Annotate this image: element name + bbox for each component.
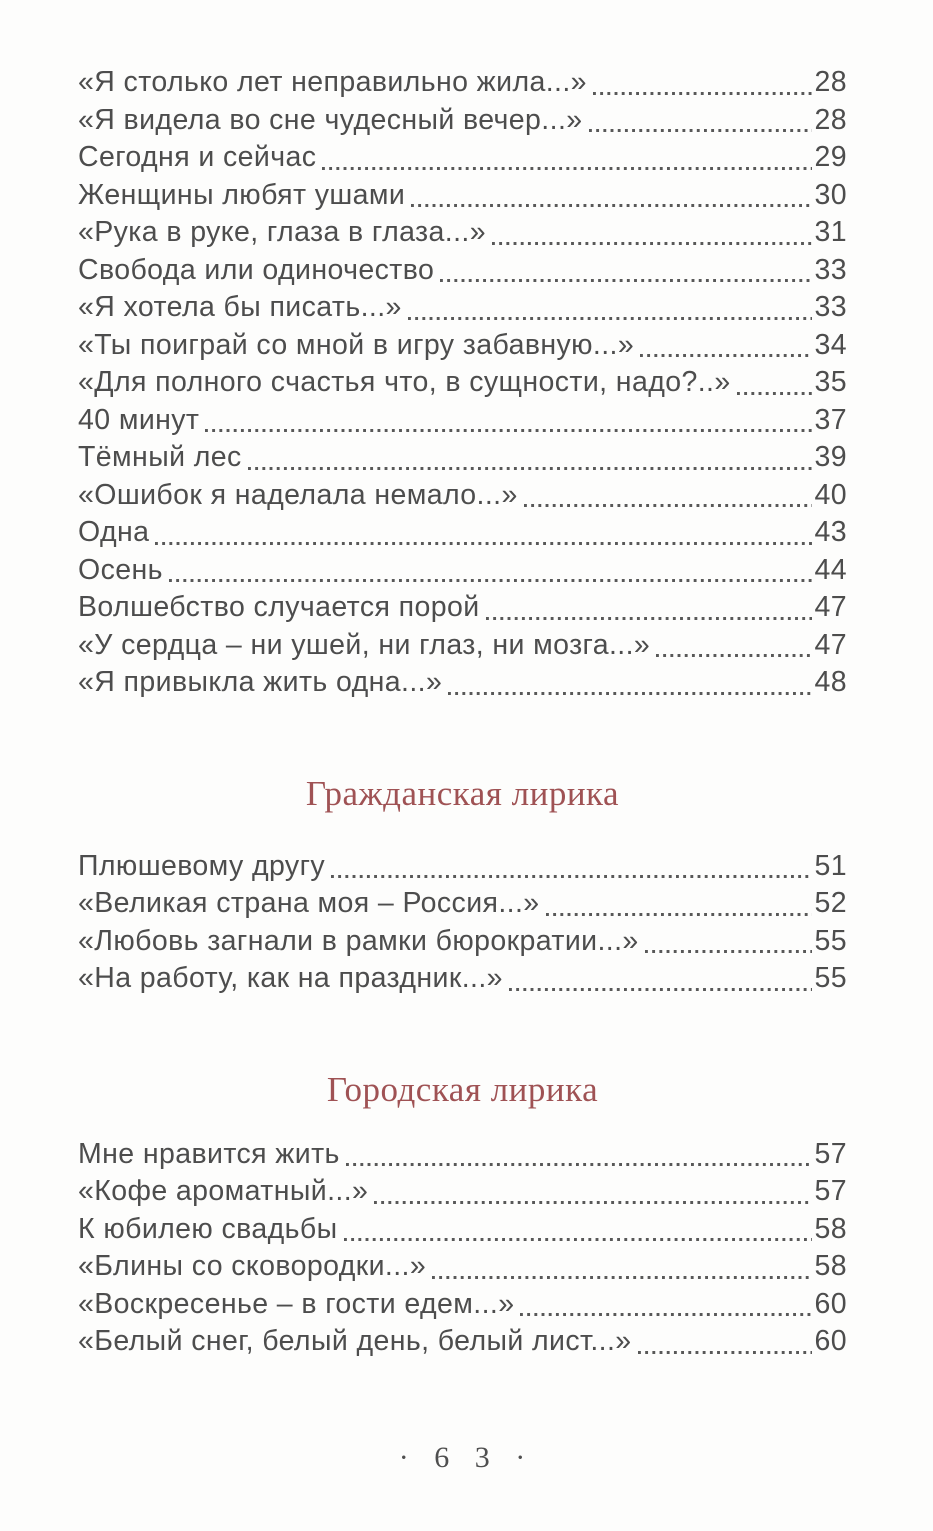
toc-entry-page: 29 bbox=[814, 141, 847, 173]
toc-entry bbox=[78, 962, 847, 1000]
dot-leader bbox=[589, 128, 813, 132]
toc-entry-page: 52 bbox=[814, 887, 847, 919]
toc-entry-title: Одна bbox=[78, 516, 150, 548]
toc-entry-title: «Белый снег, белый день, белый лист...» bbox=[78, 1325, 632, 1357]
dot-leader bbox=[344, 1237, 813, 1241]
dot-leader bbox=[524, 503, 813, 507]
dot-leader bbox=[492, 241, 813, 245]
toc-entry-page: 28 bbox=[814, 66, 847, 98]
dot-leader bbox=[331, 874, 812, 878]
toc-entry-title: «Ты поиграй со мной в игру забавную...» bbox=[78, 328, 635, 361]
toc-entry bbox=[78, 850, 847, 888]
dot-leader bbox=[432, 1275, 812, 1279]
toc-entry bbox=[78, 179, 847, 217]
toc-entry-title: «У сердца – ни ушей, ни глаз, ни мозга...» bbox=[78, 628, 651, 661]
dot-leader bbox=[205, 428, 812, 432]
toc-entry bbox=[78, 1325, 847, 1363]
dot-leader bbox=[593, 91, 813, 95]
toc-entry bbox=[78, 254, 847, 292]
toc-entry-page: 55 bbox=[814, 924, 847, 957]
toc-entry-page: 58 bbox=[814, 1212, 847, 1245]
toc-entry bbox=[78, 1288, 847, 1326]
toc-entry-page: 30 bbox=[814, 178, 847, 211]
toc-entry bbox=[78, 887, 847, 925]
toc-entry-title: Плюшевому другу bbox=[78, 849, 326, 882]
toc-entry-page: 55 bbox=[814, 962, 847, 994]
toc-entry-page: 60 bbox=[814, 1325, 847, 1357]
dot-leader bbox=[374, 1200, 812, 1204]
toc-entry bbox=[78, 141, 847, 179]
toc-entry-page: 58 bbox=[814, 1250, 847, 1282]
toc-entry-title: «На работу, как на праздник...» bbox=[78, 962, 503, 994]
page-number: · 6 3 · bbox=[398, 1441, 535, 1474]
toc-entry-title: Тёмный лес bbox=[78, 441, 242, 473]
dot-leader bbox=[248, 466, 813, 470]
dot-leader bbox=[155, 541, 812, 545]
toc-entry-title: «Для полного счастья что, в сущности, надо?..» bbox=[78, 366, 731, 398]
toc-entry-title: К юбилею свадьбы bbox=[78, 1212, 338, 1245]
toc-entry-page: 39 bbox=[814, 441, 847, 473]
toc-entry-page: 43 bbox=[814, 516, 847, 548]
toc-entry-title: «Кофе ароматный...» bbox=[78, 1175, 369, 1207]
dot-leader bbox=[737, 391, 813, 395]
dot-leader bbox=[408, 316, 813, 320]
toc-entry bbox=[78, 1213, 847, 1251]
toc-entry-title: «Я привыкла жить одна...» bbox=[78, 666, 443, 698]
toc-entry-title: «Великая страна моя – Россия...» bbox=[78, 887, 540, 919]
toc-entry bbox=[78, 66, 847, 104]
toc-entry bbox=[78, 329, 847, 367]
toc-entry-page: 57 bbox=[814, 1137, 847, 1170]
dot-leader bbox=[638, 1350, 813, 1354]
toc-entry bbox=[78, 404, 847, 442]
toc-entry bbox=[78, 554, 847, 592]
toc-entry-page: 37 bbox=[814, 403, 847, 436]
toc-entry bbox=[78, 591, 847, 629]
toc-entry-title: Мне нравится жить bbox=[78, 1137, 340, 1170]
toc-entry-page: 31 bbox=[814, 216, 847, 248]
toc-entry-page: 40 bbox=[814, 478, 847, 511]
dot-leader bbox=[440, 278, 812, 282]
toc-entry bbox=[78, 104, 847, 142]
toc-entry bbox=[78, 666, 847, 704]
toc-entry bbox=[78, 1250, 847, 1288]
toc-entry-page: 51 bbox=[814, 849, 847, 882]
toc-entry-page: 34 bbox=[814, 328, 847, 361]
toc-entry bbox=[78, 366, 847, 404]
toc-entry-title: Осень bbox=[78, 553, 163, 586]
toc-entry-page: 48 bbox=[814, 666, 847, 698]
toc-entry-title: «Воскресенье – в гости едем...» bbox=[78, 1287, 515, 1320]
toc-entry-title: Сегодня и сейчас bbox=[78, 141, 317, 173]
dot-leader bbox=[546, 912, 813, 916]
toc-entry-title: «Рука в руке, глаза в глаза...» bbox=[78, 216, 486, 248]
toc-entry-page: 28 bbox=[814, 103, 847, 136]
dot-leader bbox=[640, 353, 812, 357]
toc-entry-page: 47 bbox=[814, 591, 847, 623]
dot-leader bbox=[411, 203, 812, 207]
toc-entry-page: 57 bbox=[814, 1175, 847, 1207]
toc-entry-title: Волшебство случается порой bbox=[78, 591, 480, 623]
toc-entry bbox=[78, 291, 847, 329]
toc-entry-title: «Я видела во сне чудесный вечер...» bbox=[78, 103, 583, 136]
dot-leader bbox=[448, 691, 812, 695]
toc-entry-title: «Любовь загнали в рамки бюрократии...» bbox=[78, 924, 639, 957]
dot-leader bbox=[346, 1162, 813, 1166]
toc-entry bbox=[78, 1175, 847, 1213]
toc-entry-title: «Я хотела бы писать...» bbox=[78, 291, 402, 323]
toc-entry-page: 33 bbox=[814, 291, 847, 323]
toc-entry bbox=[78, 629, 847, 667]
toc-entry-page: 44 bbox=[814, 553, 847, 586]
section-heading: Городская лирика bbox=[326, 1069, 599, 1109]
toc-entry-title: «Я столько лет неправильно жила...» bbox=[78, 66, 587, 98]
section-heading: Гражданская лирика bbox=[305, 773, 620, 813]
dot-leader bbox=[322, 166, 812, 170]
toc-entry-title: Свобода или одиночество bbox=[78, 253, 435, 286]
toc-entry bbox=[78, 1138, 847, 1176]
toc-entry-page: 47 bbox=[814, 628, 847, 661]
toc-entry-page: 35 bbox=[814, 366, 847, 398]
toc-entry-title: «Ошибок я наделала немало...» bbox=[78, 478, 518, 511]
dot-leader bbox=[656, 653, 812, 657]
toc-entry-title: 40 минут bbox=[78, 403, 200, 436]
dot-leader bbox=[509, 987, 813, 991]
toc-entry bbox=[78, 441, 847, 479]
toc-entry-page: 60 bbox=[814, 1287, 847, 1320]
dot-leader bbox=[169, 578, 813, 582]
dot-leader bbox=[520, 1312, 812, 1316]
toc-entry bbox=[78, 925, 847, 963]
toc-entry bbox=[78, 479, 847, 517]
toc-entry bbox=[78, 216, 847, 254]
toc-entry-page: 33 bbox=[814, 253, 847, 286]
toc-entry-title: «Блины со сковородки...» bbox=[78, 1250, 427, 1282]
toc-entry-title: Женщины любят ушами bbox=[78, 178, 406, 211]
dot-leader bbox=[486, 616, 813, 620]
dot-leader bbox=[645, 949, 813, 953]
toc-entry bbox=[78, 516, 847, 554]
